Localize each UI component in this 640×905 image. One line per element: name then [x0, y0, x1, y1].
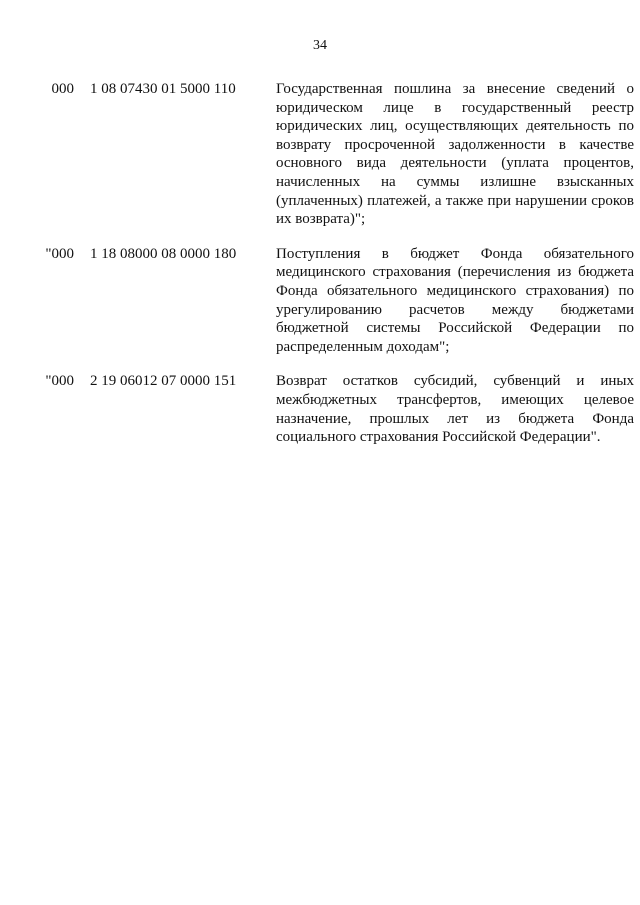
code-description: Возврат остатков субсидий, субвенций и иных межбюджетных трансфертов, имеющих целевое назначение, прошлых лет из бюджета Фонда социального страхования Российской Федерации".: [276, 373, 634, 446]
budget-code-entry: [0, 372, 640, 446]
budget-classification-code: 2 19 06012 07 0000 151: [90, 373, 237, 390]
budget-code-entry: [0, 80, 640, 229]
code-description: Поступления в бюджет Фонда обязательного медицинского страхования (перечисления из бюджета Фонда обязательного медицинского страхования) по урегулированию расчетов между бюджетами бюджетной системы Российской Федерации по распределенным доходам";: [276, 245, 634, 355]
admin-code: "000: [45, 373, 74, 390]
page-number: 34: [313, 38, 327, 53]
admin-code: 000: [51, 81, 74, 97]
budget-code-entry: [0, 245, 640, 357]
admin-code: "000: [45, 245, 74, 262]
budget-classification-code: 1 08 07430 01 5000 110: [90, 81, 236, 97]
budget-classification-code: 1 18 08000 08 0000 180: [90, 245, 237, 262]
code-description: Государственная пошлина за внесение сведений о юридическом лице в государственный реестр юридических лиц, осуществляющих деятельность по возврату просроченной задолженности в качестве основного вида деятельности (уплата процентов, начисленных на суммы излишне взысканных (уплаченных) платежей, а также при нарушении сроков их возврата)";: [276, 81, 634, 228]
budget-code-list: [0, 80, 640, 463]
